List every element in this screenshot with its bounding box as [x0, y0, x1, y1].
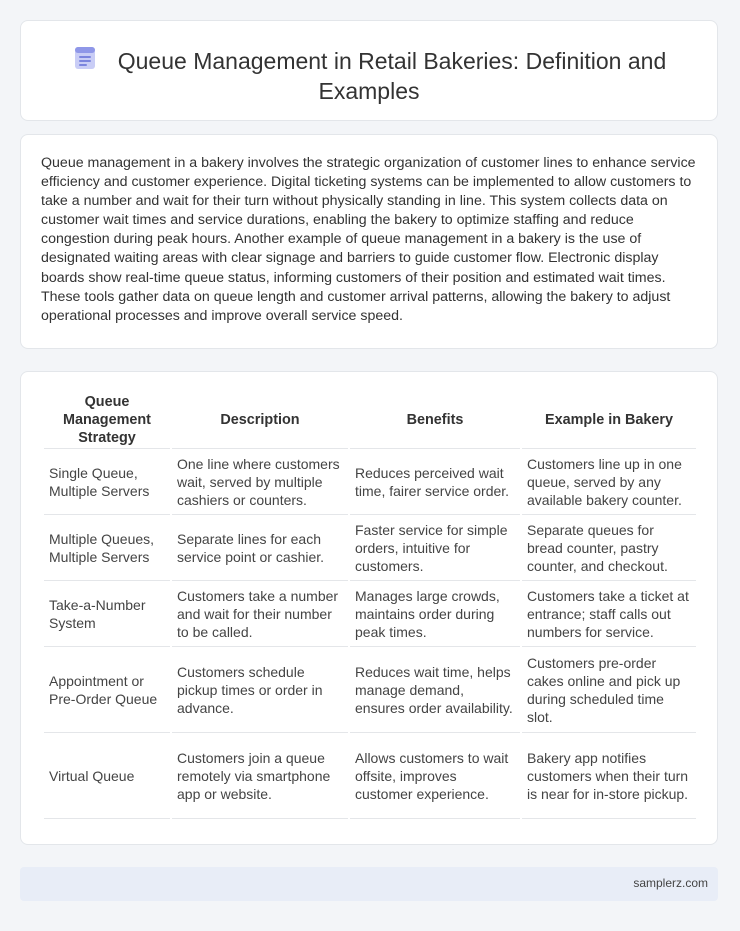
title-card — [20, 20, 718, 121]
table-row — [44, 733, 696, 819]
table-cell: Separate queues for bread counter, pastry counter, and checkout. — [522, 515, 696, 581]
table-cell: Reduces perceived wait time, fairer service order. — [350, 449, 520, 515]
table-cell: Separate lines for each service point or cashier. — [172, 515, 348, 581]
column-header: Benefits — [350, 392, 520, 449]
table-cell: Customers join a queue remotely via smartphone app or website. — [172, 733, 348, 819]
table-cell: Customers pre-order cakes online and pick up during scheduled time slot. — [522, 647, 696, 733]
table-row — [44, 515, 696, 581]
column-header: Example in Bakery — [522, 392, 696, 449]
table-cell: One line where customers wait, served by multiple cashiers or counters. — [172, 449, 348, 515]
column-header: Queue Management Strategy — [44, 392, 170, 449]
table-cell: Virtual Queue — [44, 733, 170, 819]
page-title — [21, 45, 717, 106]
table-cell: Take-a-Number System — [44, 581, 170, 647]
table-card — [20, 371, 718, 845]
table-cell: Manages large crowds, maintains order during peak times. — [350, 581, 520, 647]
column-header: Description — [172, 392, 348, 449]
table-cell: Allows customers to wait offsite, improves customer experience. — [350, 733, 520, 819]
table-header-row — [44, 392, 696, 449]
table-cell: Reduces wait time, helps manage demand, ensures order availability. — [350, 647, 520, 733]
table-cell: Customers take a number and wait for their number to be called. — [172, 581, 348, 647]
table-cell: Single Queue, Multiple Servers — [44, 449, 170, 515]
intro-paragraph: Queue management in a bakery involves the strategic organization of customer lines to enhance service efficiency and customer experience. Digital ticketing systems can be implemented to allow customers to take a number and wait for their turn without physically standing in line. This system collects data on customer wait times and service durations, enabling the bakery to optimize staffing and reduce congestion during peak hours. Another example of queue management in a bakery is the use of designated waiting areas with clear signage and barriers to guide customer flow. Electronic display boards show real-time queue status, informing customers of their position and estimated wait times. These tools gather data on queue length and customer arrival patterns, allowing the bakery to adjust operational processes and improve overall service speed. — [41, 155, 696, 324]
table-cell: Bakery app notifies customers when their turn is near for in-store pickup. — [522, 733, 696, 819]
document-icon — [72, 45, 98, 76]
footer-bar — [20, 867, 718, 901]
strategy-table — [42, 392, 698, 819]
table-cell: Customers take a ticket at entrance; staff calls out numbers for service. — [522, 581, 696, 647]
table-cell: Multiple Queues, Multiple Servers — [44, 515, 170, 581]
intro-card — [20, 134, 718, 349]
table-cell: Appointment or Pre-Order Queue — [44, 647, 170, 733]
table-row — [44, 449, 696, 515]
table-row — [44, 581, 696, 647]
table-cell: Customers schedule pickup times or order in advance. — [172, 647, 348, 733]
source-link[interactable]: samplerz.com — [633, 876, 708, 890]
table-cell: Customers line up in one queue, served by any available bakery counter. — [522, 449, 696, 515]
table-cell: Faster service for simple orders, intuitive for customers. — [350, 515, 520, 581]
table-row — [44, 647, 696, 733]
page-title-text: Queue Management in Retail Bakeries: Definition and Examples — [117, 48, 667, 104]
